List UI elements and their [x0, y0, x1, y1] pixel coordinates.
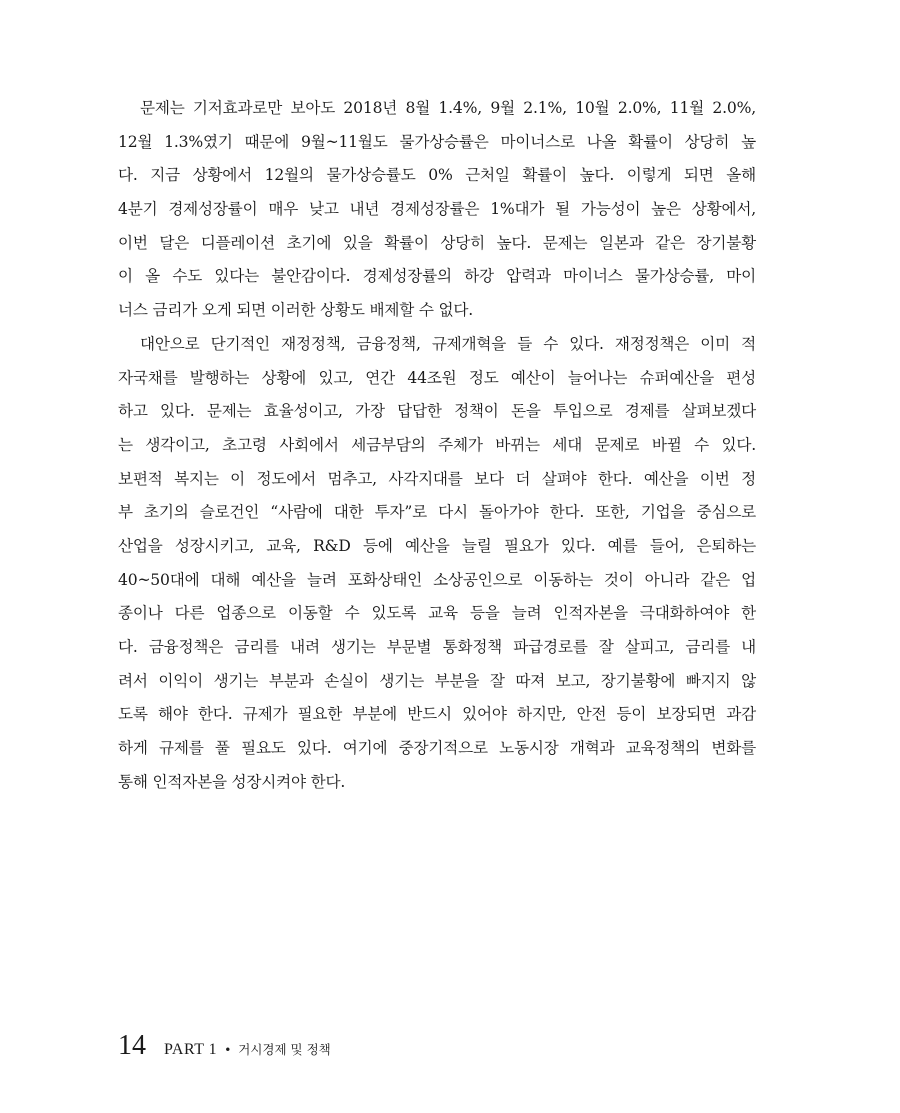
text-line: 이 올 수도 있다는 불안감이다. 경제성장률의 하강 압력과 마이너스 물가상승률, 마이 [118, 267, 756, 286]
text-line: 대안으로 단기적인 재정정책, 금융정책, 규제개혁을 들 수 있다. 재정정책은 이미 적 [140, 334, 756, 353]
text-line: 통해 인적자본을 성장시켜야 한다. [118, 772, 346, 791]
text-line: 이번 달은 디플레이션 초기에 있을 확률이 상당히 높다. 문제는 일본과 같은 장기불황 [118, 233, 756, 252]
text-line: 보편적 복지는 이 정도에서 멈추고, 사각지대를 보다 더 살펴야 한다. 예산을 이번 정 [118, 469, 756, 488]
text-line: 하고 있다. 문제는 효율성이고, 가장 답답한 정책이 돈을 투입으로 경제를 살펴보겠다 [118, 402, 756, 421]
paragraph-1 [118, 92, 756, 328]
text-line: 하게 규제를 풀 필요도 있다. 여기에 중장기적으로 노동시장 개혁과 교육정책의 변화를 [118, 739, 756, 758]
page-number: 14 [118, 1030, 146, 1061]
text-line: 종이나 다른 업종으로 이동할 수 있도록 교육 등을 늘려 인적자본을 극대화하여야 한 [118, 604, 756, 623]
text-line: 산업을 성장시키고, 교육, R&D 등에 예산을 늘릴 필요가 있다. 예를 들어, 은퇴하는 [118, 536, 756, 555]
body-text [118, 92, 756, 799]
text-line: 다. 지금 상황에서 12월의 물가상승률도 0% 근처일 확률이 높다. 이렇게 되면 올해 [118, 166, 756, 185]
paragraph-2 [118, 328, 756, 800]
text-line: 다. 금융정책은 금리를 내려 생기는 부문별 통화정책 파급경로를 잘 살피고, 금리를 내 [118, 638, 756, 656]
page-footer [118, 1030, 331, 1070]
text-line: 너스 금리가 오게 되면 이러한 상황도 배제할 수 없다. [118, 301, 473, 320]
text-line: 12월 1.3%였기 때문에 9월~11월도 물가상승률은 마이너스로 나올 확률이 상당히 높 [118, 132, 756, 151]
text-line: 려서 이익이 생기는 부분과 손실이 생기는 부분을 잘 따져 보고, 장기불황에 빠지지 않 [118, 671, 756, 690]
part-label: PART 1 [164, 1041, 218, 1058]
text-line: 는 생각이고, 초고령 사회에서 세금부담의 주체가 바뀌는 세대 문제로 바뀔 수 있다. [118, 435, 756, 454]
chapter-title: 거시경제 및 정책 [238, 1042, 331, 1057]
bullet-separator: • [224, 1043, 232, 1057]
text-line: 도록 해야 한다. 규제가 필요한 부분에 반드시 있어야 하지만, 안전 등이 보장되면 과감 [118, 705, 756, 724]
text-line: 자국채를 발행하는 상황에 있고, 연간 44조원 정도 예산이 늘어나는 슈퍼예산을 편성 [118, 368, 756, 387]
text-line: 4분기 경제성장률이 매우 낮고 내년 경제성장률은 1%대가 될 가능성이 높은 상황에서, [118, 200, 756, 219]
text-line: 문제는 기저효과로만 보아도 2018년 8월 1.4%, 9월 2.1%, 10월 2.0%, 11월 2.0%, [140, 99, 756, 117]
text-line: 40~50대에 대해 예산을 늘려 포화상태인 소상공인으로 이동하는 것이 아니라 같은 업 [118, 570, 756, 589]
text-line: 부 초기의 슬로건인 “사람에 대한 투자”로 다시 돌아가야 한다. 또한, 기업을 중심으로 [118, 503, 756, 522]
